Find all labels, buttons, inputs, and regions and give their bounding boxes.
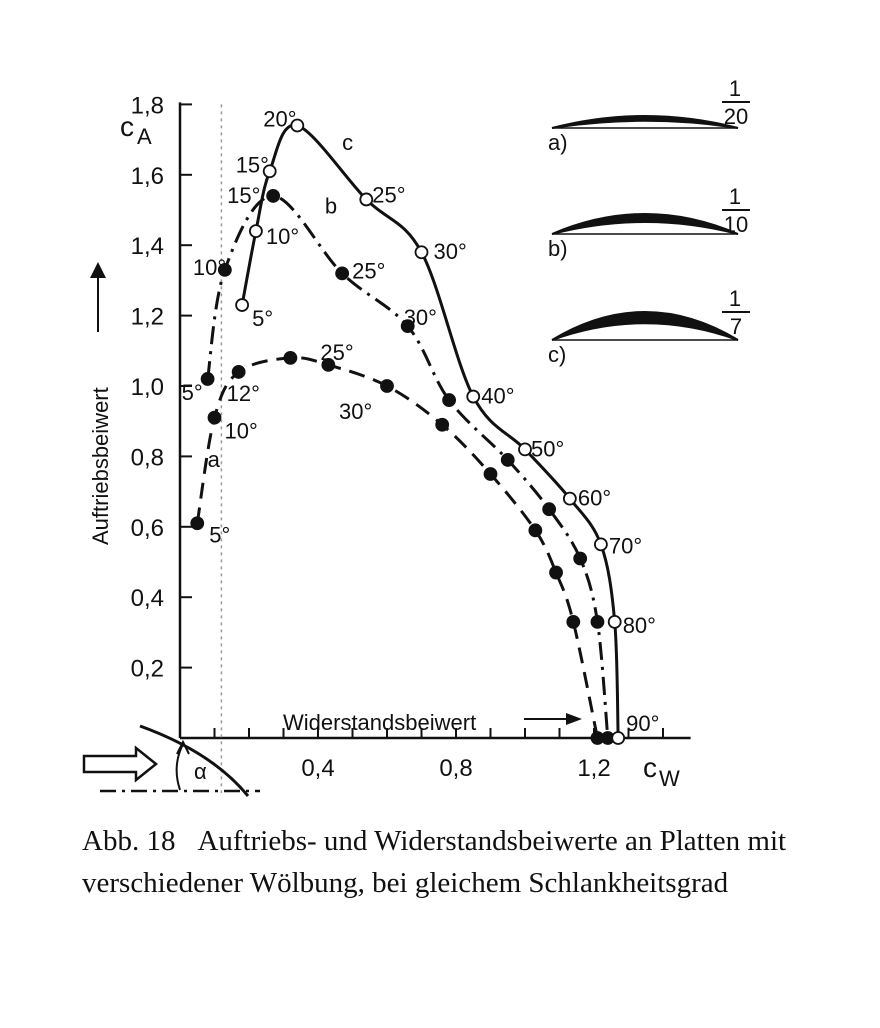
x-axis-symbol-sub: W (659, 766, 680, 791)
series-a-point (436, 419, 448, 431)
series-c-point (595, 538, 607, 550)
series-c-point (236, 299, 248, 311)
x-tick-label: 0,8 (439, 755, 473, 782)
profile-shape (552, 214, 738, 234)
figure-caption (82, 820, 842, 904)
inset-ratio-denominator: 7 (729, 314, 743, 339)
x-axis-title: Widerstandsbeiwert (283, 710, 477, 735)
series-c-point (416, 246, 428, 258)
inset-ratio-denominator: 20 (723, 104, 749, 129)
y-tick-label: 1,6 (130, 162, 164, 190)
series-c-point-label: 10° (265, 224, 300, 250)
series-b-point (202, 373, 214, 385)
series-a-point-label: 30° (339, 399, 373, 424)
series-b-point (502, 454, 514, 466)
series-a-line (197, 358, 597, 738)
profile-shape (552, 116, 738, 128)
series-a-name: a (207, 446, 220, 472)
inset-ratio-numerator: 1 (728, 286, 742, 311)
series-c-point-label: 30° (433, 239, 467, 265)
series-b-point (336, 267, 348, 279)
flow-arrow-icon (84, 748, 156, 780)
y-tick-label: 1,8 (130, 92, 164, 120)
series-c-point (250, 225, 262, 237)
y-axis-title-arrowhead (90, 262, 106, 278)
series-b-point-label: 15° (227, 182, 261, 208)
series-c-point (609, 616, 621, 628)
series-b-point (591, 616, 603, 628)
series-c-point-label: 70° (608, 533, 643, 559)
figure-number: Abb. 18 (82, 825, 176, 857)
inset-profile-2 (548, 184, 750, 261)
series-layer (182, 107, 660, 744)
series-a-point (567, 616, 579, 628)
series-a-point-label: 5° (209, 522, 231, 548)
y-tick-label: 1,0 (130, 374, 164, 401)
y-tick-label: 0,2 (130, 655, 164, 683)
series-a-point (233, 366, 245, 378)
series-b-point (574, 552, 586, 564)
inset-name: a) (548, 130, 568, 155)
series-b-point (543, 503, 555, 515)
inset-ratio-denominator: 10 (723, 212, 749, 237)
flow-sketch (84, 726, 260, 796)
series-a-point-label: 25° (320, 339, 354, 365)
series-c-point-label: 40° (481, 383, 515, 409)
series-b-point-label: 10° (192, 254, 227, 280)
series-c-point (612, 732, 624, 744)
series-c-point (564, 493, 576, 505)
inset-profile-3 (548, 286, 750, 367)
series-c-point-label: 90° (626, 711, 660, 736)
y-axis-title: Auftriebsbeiwert (88, 387, 113, 545)
series-a-point (550, 567, 562, 579)
y-tick-label: 1,4 (130, 233, 164, 261)
caption-text: Auftriebs- und Widerstandsbeiwerte an Platten mit verschiedener Wölbung, bei gleichem Schlankheitsgrad (82, 825, 787, 899)
series-a-point (529, 524, 541, 536)
series-a (191, 340, 603, 744)
y-tick-label: 0,8 (130, 444, 164, 472)
series-c-point-label: 80° (622, 612, 656, 638)
inset-ratio-numerator: 1 (728, 184, 742, 209)
series-a-point-label: 10° (224, 418, 258, 444)
series-c-point-label: 20° (263, 106, 297, 132)
series-c-point (519, 443, 531, 455)
series-a-point-label: 12° (226, 380, 260, 406)
series-c-point (467, 391, 479, 403)
series-c-point-label: 15° (235, 152, 269, 178)
series-b (182, 183, 614, 744)
x-tick-label: 0,4 (301, 755, 335, 782)
y-tick-label: 0,4 (130, 585, 164, 613)
inset-name: b) (548, 236, 568, 261)
series-b-point-label: 5° (181, 379, 203, 405)
series-a-point (381, 380, 393, 392)
inset-name: c) (548, 342, 567, 367)
profile-shape (552, 312, 738, 340)
profile-insets (548, 76, 750, 367)
x-axis-symbol: c (643, 752, 657, 783)
series-a-point (191, 517, 203, 529)
series-b-point-label: 25° (352, 258, 386, 284)
y-tick-label: 1,2 (130, 303, 164, 331)
series-c-name: c (342, 130, 354, 156)
y-axis-symbol-sub: A (137, 124, 152, 149)
y-axis-symbol: c (120, 111, 134, 142)
series-c-point-label: 60° (577, 485, 612, 511)
inset-ratio-numerator: 1 (728, 76, 742, 101)
series-c-point-label: 5° (252, 306, 274, 332)
x-tick-label: 1,2 (577, 755, 611, 782)
series-a-point (485, 468, 497, 480)
series-b-point-label: 30° (403, 305, 437, 331)
series-b-point (267, 190, 279, 202)
series-b-point (443, 394, 455, 406)
angle-symbol: α (194, 759, 207, 784)
series-c-point-label: 50° (531, 436, 565, 462)
series-b-name: b (324, 193, 338, 219)
series-a-point (284, 352, 296, 364)
series-c-point-label: 25° (372, 182, 406, 208)
inset-profile-1 (548, 76, 750, 155)
y-tick-label: 0,6 (130, 514, 164, 542)
x-axis-title-arrowhead (566, 713, 582, 725)
series-a-point (209, 412, 221, 424)
series-c-point (360, 193, 372, 205)
